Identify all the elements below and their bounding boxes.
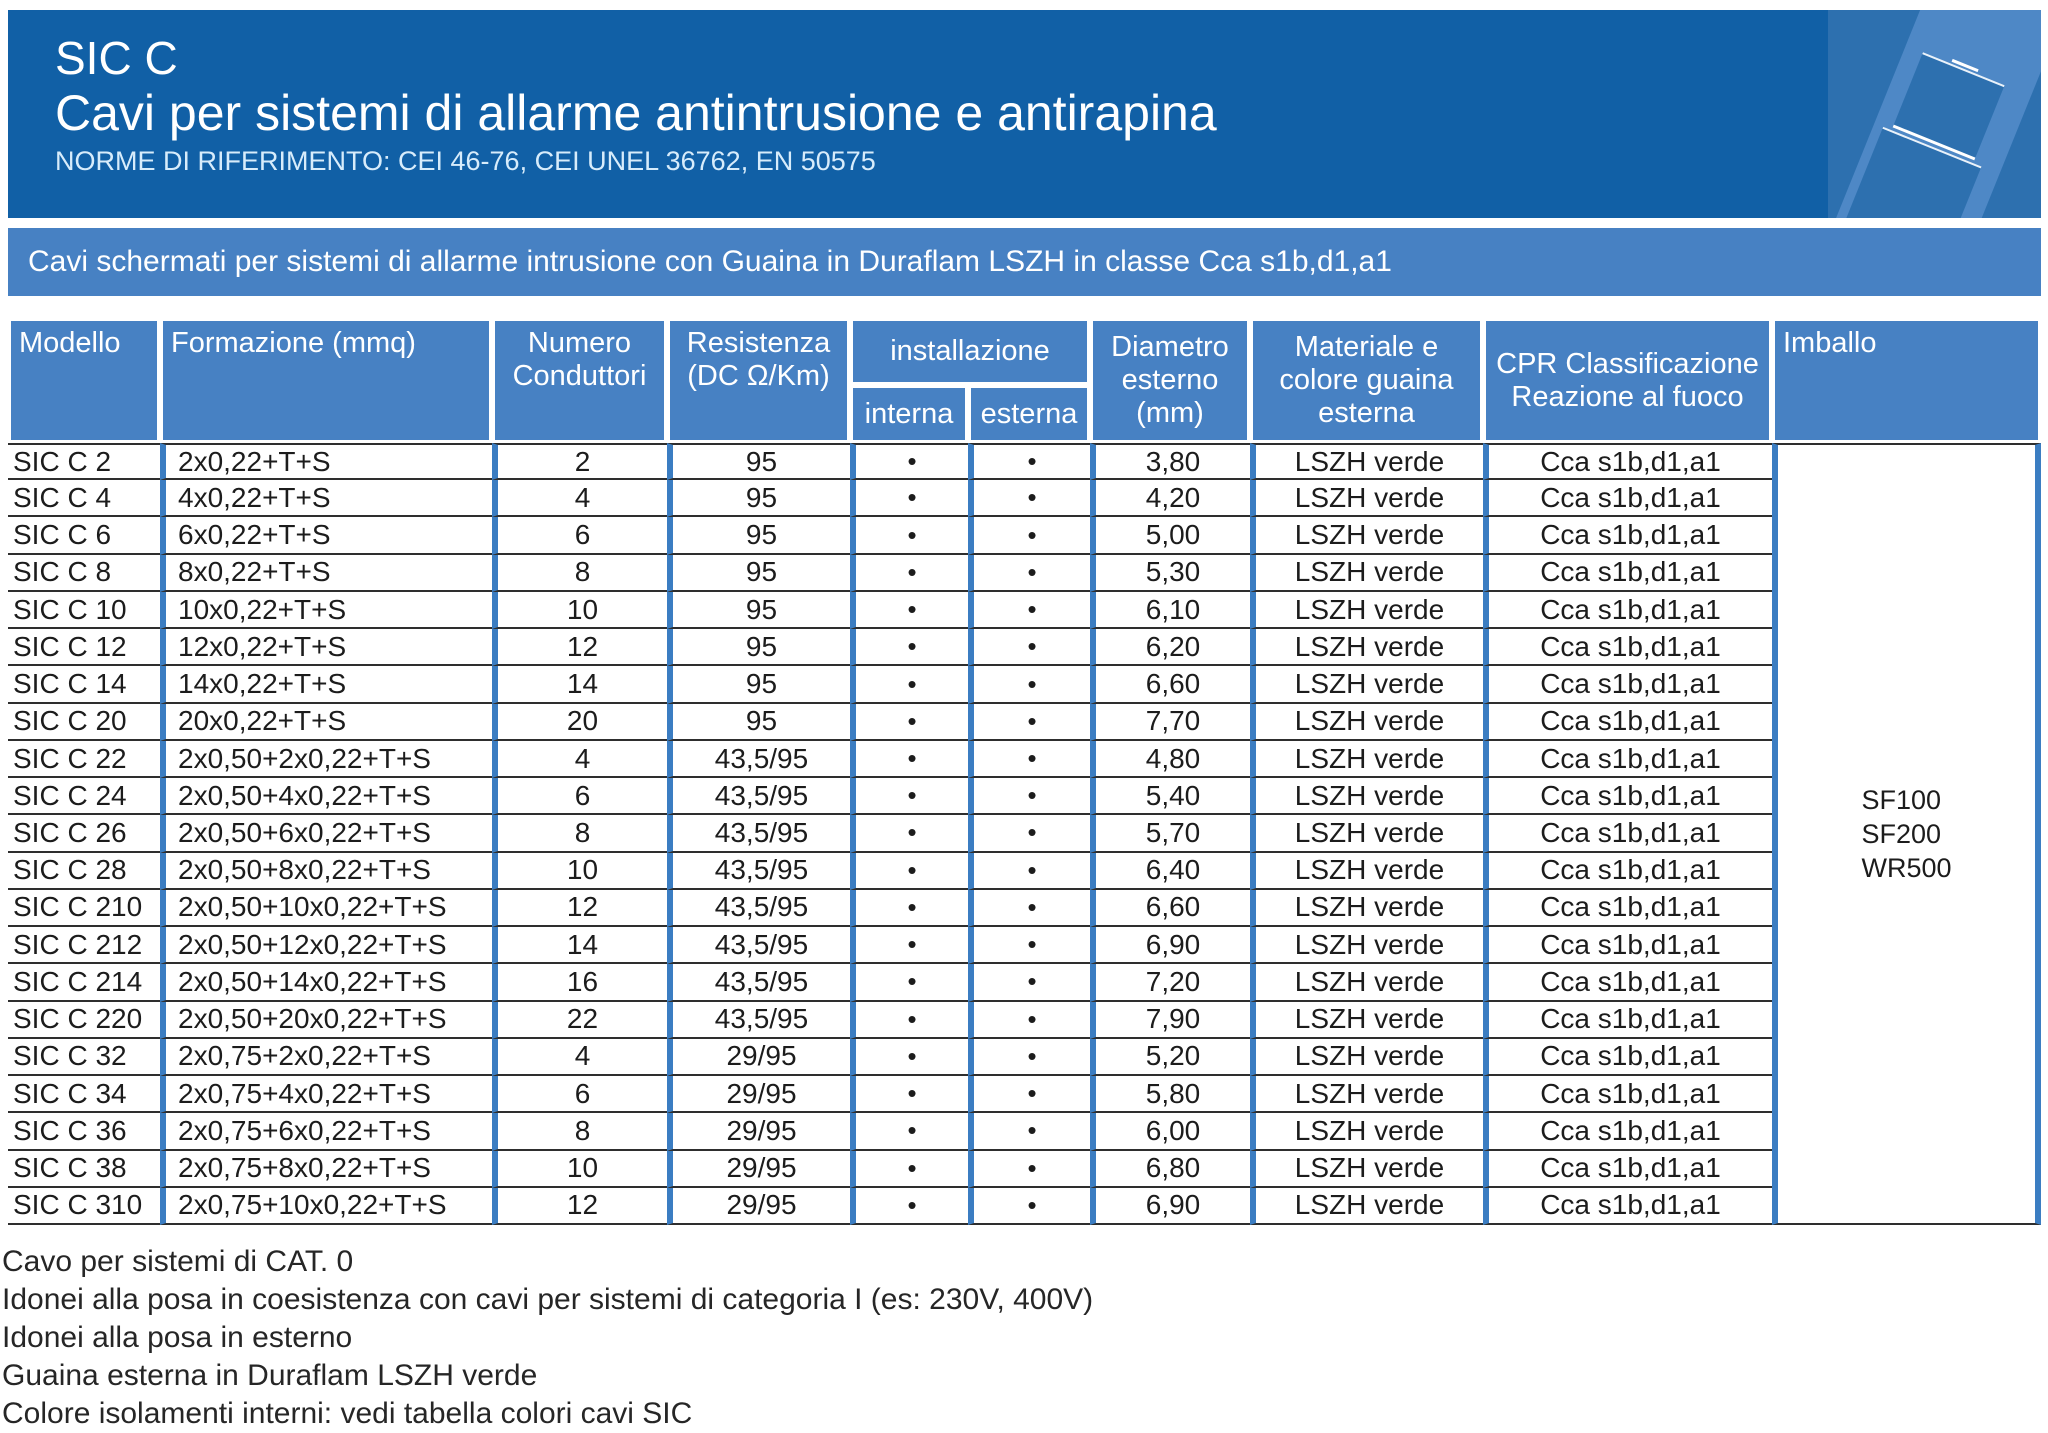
- cell-cpr: Cca s1b,d1,a1: [1483, 1002, 1772, 1039]
- cell-resistenza: 43,5/95: [667, 778, 850, 815]
- cell-formazione: 4x0,22+T+S: [160, 480, 492, 517]
- cell-diametro: 7,70: [1090, 704, 1250, 741]
- cell-cpr: Cca s1b,d1,a1: [1483, 1188, 1772, 1225]
- cell-materiale: LSZH verde: [1250, 778, 1483, 815]
- cell-conduttori: 4: [492, 1039, 667, 1076]
- cell-esterna-dot: •: [968, 778, 1090, 815]
- cell-resistenza: 95: [667, 629, 850, 666]
- cell-materiale: LSZH verde: [1250, 1113, 1483, 1150]
- cell-modello: SIC C 210: [8, 890, 160, 927]
- cell-conduttori: 10: [492, 853, 667, 890]
- col-header-modello: Modello: [8, 318, 160, 443]
- cell-interna-dot: •: [850, 1188, 968, 1225]
- cell-diametro: 6,60: [1090, 666, 1250, 703]
- cell-cpr: Cca s1b,d1,a1: [1483, 1113, 1772, 1150]
- cell-resistenza: 43,5/95: [667, 815, 850, 852]
- cell-interna-dot: •: [850, 853, 968, 890]
- cell-diametro: 6,90: [1090, 927, 1250, 964]
- cell-interna-dot: •: [850, 778, 968, 815]
- cell-modello: SIC C 10: [8, 592, 160, 629]
- cell-cpr: Cca s1b,d1,a1: [1483, 964, 1772, 1001]
- col-header-formazione: Formazione (mmq): [160, 318, 492, 443]
- table-body: [8, 443, 2041, 1225]
- cell-modello: SIC C 26: [8, 815, 160, 852]
- cell-formazione: 14x0,22+T+S: [160, 666, 492, 703]
- cell-interna-dot: •: [850, 1151, 968, 1188]
- cell-interna-dot: •: [850, 890, 968, 927]
- cell-modello: SIC C 22: [8, 741, 160, 778]
- cell-modello: SIC C 2: [8, 443, 160, 480]
- cell-formazione: 10x0,22+T+S: [160, 592, 492, 629]
- cell-esterna-dot: •: [968, 815, 1090, 852]
- cell-cpr: Cca s1b,d1,a1: [1483, 741, 1772, 778]
- cell-interna-dot: •: [850, 1002, 968, 1039]
- cell-resistenza: 95: [667, 480, 850, 517]
- cell-materiale: LSZH verde: [1250, 1002, 1483, 1039]
- cell-modello: SIC C 28: [8, 853, 160, 890]
- imballo-merged-cell: [1772, 443, 2041, 1225]
- cell-diametro: 6,10: [1090, 592, 1250, 629]
- cell-diametro: 4,80: [1090, 741, 1250, 778]
- cell-esterna-dot: •: [968, 890, 1090, 927]
- cell-materiale: LSZH verde: [1250, 1039, 1483, 1076]
- cell-diametro: 5,20: [1090, 1039, 1250, 1076]
- cell-resistenza: 43,5/95: [667, 1002, 850, 1039]
- cell-resistenza: 29/95: [667, 1113, 850, 1150]
- cell-modello: SIC C 36: [8, 1113, 160, 1150]
- cell-resistenza: 95: [667, 666, 850, 703]
- note-line: Idonei alla posa in esterno: [2, 1321, 353, 1354]
- cell-cpr: Cca s1b,d1,a1: [1483, 890, 1772, 927]
- cell-esterna-dot: •: [968, 1113, 1090, 1150]
- cell-conduttori: 14: [492, 927, 667, 964]
- cell-esterna-dot: •: [968, 964, 1090, 1001]
- cell-interna-dot: •: [850, 480, 968, 517]
- cell-interna-dot: •: [850, 815, 968, 852]
- cell-cpr: Cca s1b,d1,a1: [1483, 927, 1772, 964]
- cell-formazione: 20x0,22+T+S: [160, 704, 492, 741]
- cell-formazione: 2x0,75+10x0,22+T+S: [160, 1188, 492, 1225]
- cell-diametro: 6,80: [1090, 1151, 1250, 1188]
- cell-esterna-dot: •: [968, 1188, 1090, 1225]
- cell-diametro: 5,30: [1090, 555, 1250, 592]
- cell-cpr: Cca s1b,d1,a1: [1483, 666, 1772, 703]
- cell-conduttori: 8: [492, 815, 667, 852]
- cell-modello: SIC C 12: [8, 629, 160, 666]
- cell-diametro: 7,20: [1090, 964, 1250, 1001]
- cell-materiale: LSZH verde: [1250, 741, 1483, 778]
- note-line: Idonei alla posa in coesistenza con cavi per sistemi di categoria I (es: 230V, 400V): [2, 1283, 1094, 1316]
- note-line: Guaina esterna in Duraflam LSZH verde: [2, 1359, 538, 1392]
- cell-resistenza: 95: [667, 704, 850, 741]
- col-header-installazione: installazione: [850, 318, 1090, 385]
- cell-materiale: LSZH verde: [1250, 815, 1483, 852]
- cell-conduttori: 12: [492, 1188, 667, 1225]
- cell-interna-dot: •: [850, 592, 968, 629]
- cell-formazione: 2x0,50+6x0,22+T+S: [160, 815, 492, 852]
- cell-cpr: Cca s1b,d1,a1: [1483, 592, 1772, 629]
- cell-formazione: 2x0,22+T+S: [160, 443, 492, 480]
- cable-icon: [1828, 10, 2041, 218]
- cell-esterna-dot: •: [968, 1151, 1090, 1188]
- cell-formazione: 2x0,75+4x0,22+T+S: [160, 1076, 492, 1113]
- cell-conduttori: 12: [492, 890, 667, 927]
- cell-formazione: 2x0,75+8x0,22+T+S: [160, 1151, 492, 1188]
- cell-cpr: Cca s1b,d1,a1: [1483, 778, 1772, 815]
- col-header-cpr: CPR Classificazione Reazione al fuoco: [1483, 318, 1772, 443]
- cell-materiale: LSZH verde: [1250, 964, 1483, 1001]
- cell-materiale: LSZH verde: [1250, 517, 1483, 554]
- cell-formazione: 2x0,50+14x0,22+T+S: [160, 964, 492, 1001]
- cell-conduttori: 6: [492, 1076, 667, 1113]
- cell-materiale: LSZH verde: [1250, 704, 1483, 741]
- cell-diametro: 5,00: [1090, 517, 1250, 554]
- cell-interna-dot: •: [850, 927, 968, 964]
- footer-notes: [2, 1243, 2042, 1433]
- cable-illustration: [1828, 10, 2041, 218]
- cell-materiale: LSZH verde: [1250, 592, 1483, 629]
- cell-cpr: Cca s1b,d1,a1: [1483, 704, 1772, 741]
- col-header-imballo: Imballo: [1772, 318, 2041, 443]
- cell-esterna-dot: •: [968, 1039, 1090, 1076]
- cell-resistenza: 43,5/95: [667, 853, 850, 890]
- cell-esterna-dot: •: [968, 927, 1090, 964]
- cell-esterna-dot: •: [968, 555, 1090, 592]
- cell-modello: SIC C 214: [8, 964, 160, 1001]
- cell-diametro: 6,20: [1090, 629, 1250, 666]
- cell-conduttori: 10: [492, 1151, 667, 1188]
- product-code-title: SIC C: [55, 32, 178, 84]
- cell-conduttori: 4: [492, 480, 667, 517]
- cable-spec-table: [8, 318, 2041, 1225]
- cell-modello: SIC C 32: [8, 1039, 160, 1076]
- imballo-value: SF100: [1861, 784, 1942, 815]
- cell-formazione: 12x0,22+T+S: [160, 629, 492, 666]
- cell-conduttori: 6: [492, 778, 667, 815]
- cell-diametro: 5,70: [1090, 815, 1250, 852]
- cell-resistenza: 29/95: [667, 1188, 850, 1225]
- cell-modello: SIC C 34: [8, 1076, 160, 1113]
- cell-cpr: Cca s1b,d1,a1: [1483, 517, 1772, 554]
- cell-interna-dot: •: [850, 443, 968, 480]
- page-title: Cavi per sistemi di allarme antintrusione e antirapina: [55, 85, 1217, 141]
- cell-diametro: 6,90: [1090, 1188, 1250, 1225]
- cell-resistenza: 43,5/95: [667, 890, 850, 927]
- cell-modello: SIC C 310: [8, 1188, 160, 1225]
- cell-cpr: Cca s1b,d1,a1: [1483, 555, 1772, 592]
- cell-conduttori: 4: [492, 741, 667, 778]
- cell-formazione: 2x0,75+2x0,22+T+S: [160, 1039, 492, 1076]
- cell-resistenza: 29/95: [667, 1151, 850, 1188]
- cell-conduttori: 22: [492, 1002, 667, 1039]
- cell-cpr: Cca s1b,d1,a1: [1483, 1039, 1772, 1076]
- cell-esterna-dot: •: [968, 629, 1090, 666]
- col-header-diametro: Diametro esterno (mm): [1090, 318, 1250, 443]
- cell-resistenza: 43,5/95: [667, 741, 850, 778]
- cell-materiale: LSZH verde: [1250, 555, 1483, 592]
- cell-modello: SIC C 6: [8, 517, 160, 554]
- cell-resistenza: 95: [667, 443, 850, 480]
- cell-modello: SIC C 24: [8, 778, 160, 815]
- cell-modello: SIC C 20: [8, 704, 160, 741]
- cell-resistenza: 29/95: [667, 1039, 850, 1076]
- cell-materiale: LSZH verde: [1250, 1188, 1483, 1225]
- cell-esterna-dot: •: [968, 443, 1090, 480]
- cell-modello: SIC C 8: [8, 555, 160, 592]
- cell-cpr: Cca s1b,d1,a1: [1483, 853, 1772, 890]
- cell-materiale: LSZH verde: [1250, 480, 1483, 517]
- cell-interna-dot: •: [850, 1076, 968, 1113]
- cell-esterna-dot: •: [968, 741, 1090, 778]
- cell-diametro: 7,90: [1090, 1002, 1250, 1039]
- cell-materiale: LSZH verde: [1250, 890, 1483, 927]
- cell-diametro: 4,20: [1090, 480, 1250, 517]
- cell-esterna-dot: •: [968, 1076, 1090, 1113]
- cell-formazione: 2x0,50+8x0,22+T+S: [160, 853, 492, 890]
- cell-interna-dot: •: [850, 1113, 968, 1150]
- cell-formazione: 2x0,50+20x0,22+T+S: [160, 1002, 492, 1039]
- cell-formazione: 2x0,50+12x0,22+T+S: [160, 927, 492, 964]
- cell-materiale: LSZH verde: [1250, 1076, 1483, 1113]
- cell-materiale: LSZH verde: [1250, 927, 1483, 964]
- cell-modello: SIC C 212: [8, 927, 160, 964]
- cell-resistenza: 95: [667, 517, 850, 554]
- cell-modello: SIC C 38: [8, 1151, 160, 1188]
- col-header-resistenza: Resistenza (DC Ω/Km): [667, 318, 850, 443]
- cell-cpr: Cca s1b,d1,a1: [1483, 1151, 1772, 1188]
- cell-formazione: 2x0,50+10x0,22+T+S: [160, 890, 492, 927]
- cell-formazione: 2x0,50+2x0,22+T+S: [160, 741, 492, 778]
- table-header-row: [8, 318, 2041, 443]
- cell-modello: SIC C 220: [8, 1002, 160, 1039]
- cell-formazione: 2x0,50+4x0,22+T+S: [160, 778, 492, 815]
- cell-diametro: 5,80: [1090, 1076, 1250, 1113]
- cell-materiale: LSZH verde: [1250, 629, 1483, 666]
- cell-resistenza: 43,5/95: [667, 964, 850, 1001]
- cell-conduttori: 12: [492, 629, 667, 666]
- cell-conduttori: 2: [492, 443, 667, 480]
- series-banner: Cavi schermati per sistemi di allarme intrusione con Guaina in Duraflam LSZH in classe Cca s1b,d1,a1: [8, 228, 2041, 296]
- cell-materiale: LSZH verde: [1250, 443, 1483, 480]
- cell-materiale: LSZH verde: [1250, 1151, 1483, 1188]
- cell-esterna-dot: •: [968, 666, 1090, 703]
- cell-materiale: LSZH verde: [1250, 666, 1483, 703]
- col-header-numero-conduttori: Numero Conduttori: [492, 318, 667, 443]
- cell-interna-dot: •: [850, 666, 968, 703]
- cell-conduttori: 6: [492, 517, 667, 554]
- cell-cpr: Cca s1b,d1,a1: [1483, 815, 1772, 852]
- cell-interna-dot: •: [850, 629, 968, 666]
- cell-conduttori: 20: [492, 704, 667, 741]
- cell-resistenza: 29/95: [667, 1076, 850, 1113]
- col-header-esterna: esterna: [968, 385, 1090, 443]
- cell-esterna-dot: •: [968, 1002, 1090, 1039]
- cell-resistenza: 95: [667, 555, 850, 592]
- reference-norms: NORME DI RIFERIMENTO: CEI 46-76, CEI UNEL 36762, EN 50575: [55, 146, 876, 176]
- cell-interna-dot: •: [850, 555, 968, 592]
- cell-cpr: Cca s1b,d1,a1: [1483, 480, 1772, 517]
- cell-diametro: 5,40: [1090, 778, 1250, 815]
- cell-formazione: 2x0,75+6x0,22+T+S: [160, 1113, 492, 1150]
- cell-esterna-dot: •: [968, 592, 1090, 629]
- cell-cpr: Cca s1b,d1,a1: [1483, 443, 1772, 480]
- cell-diametro: 6,00: [1090, 1113, 1250, 1150]
- cell-cpr: Cca s1b,d1,a1: [1483, 629, 1772, 666]
- cell-esterna-dot: •: [968, 480, 1090, 517]
- page-header: [8, 10, 2041, 218]
- cell-conduttori: 8: [492, 555, 667, 592]
- cell-conduttori: 10: [492, 592, 667, 629]
- imballo-value: SF200: [1861, 818, 1942, 849]
- imballo-values: [1861, 783, 1951, 885]
- cable-stalk-icon: [1951, 10, 2007, 72]
- cell-esterna-dot: •: [968, 853, 1090, 890]
- cell-interna-dot: •: [850, 517, 968, 554]
- cell-formazione: 6x0,22+T+S: [160, 517, 492, 554]
- col-header-materiale: Materiale e colore guaina esterna: [1250, 318, 1483, 443]
- cell-resistenza: 95: [667, 592, 850, 629]
- cell-interna-dot: •: [850, 964, 968, 1001]
- cell-modello: SIC C 4: [8, 480, 160, 517]
- imballo-value: WR500: [1861, 852, 1952, 883]
- cell-materiale: LSZH verde: [1250, 853, 1483, 890]
- note-line: Cavo per sistemi di CAT. 0: [2, 1245, 354, 1278]
- cell-cpr: Cca s1b,d1,a1: [1483, 1076, 1772, 1113]
- cell-modello: SIC C 14: [8, 666, 160, 703]
- cell-interna-dot: •: [850, 1039, 968, 1076]
- cell-interna-dot: •: [850, 741, 968, 778]
- col-header-interna: interna: [850, 385, 968, 443]
- cell-conduttori: 16: [492, 964, 667, 1001]
- cell-interna-dot: •: [850, 704, 968, 741]
- cell-formazione: 8x0,22+T+S: [160, 555, 492, 592]
- cell-diametro: 6,40: [1090, 853, 1250, 890]
- cell-diametro: 6,60: [1090, 890, 1250, 927]
- cell-esterna-dot: •: [968, 704, 1090, 741]
- cell-diametro: 3,80: [1090, 443, 1250, 480]
- cell-conduttori: 8: [492, 1113, 667, 1150]
- note-line: Colore isolamenti interni: vedi tabella colori cavi SIC: [2, 1397, 693, 1430]
- cell-resistenza: 43,5/95: [667, 927, 850, 964]
- cell-conduttori: 14: [492, 666, 667, 703]
- cell-esterna-dot: •: [968, 517, 1090, 554]
- header-text-block: [55, 32, 1217, 178]
